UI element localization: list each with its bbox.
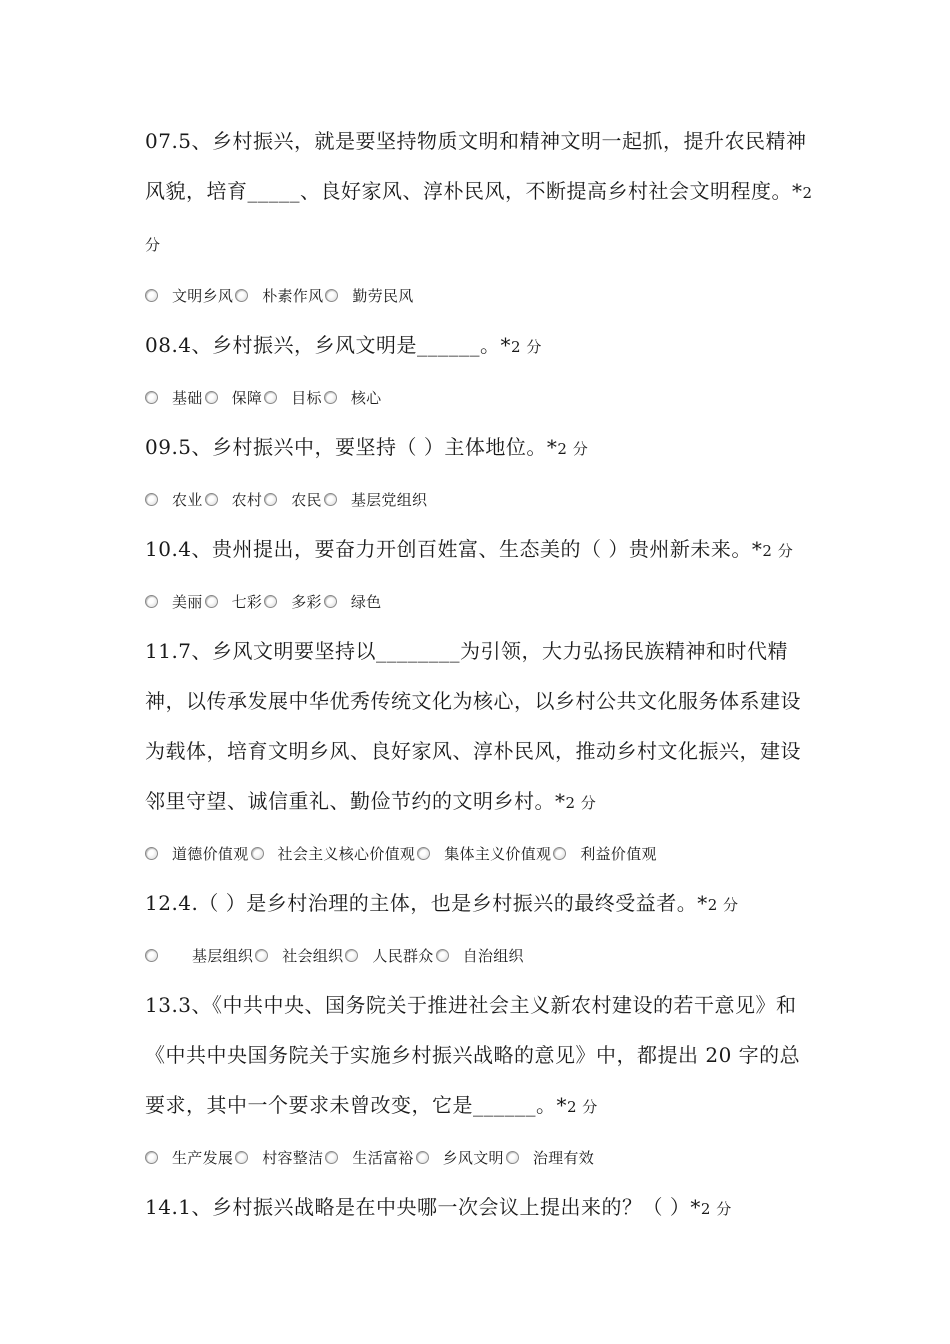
option-label: 文明乡风 [172, 286, 234, 305]
option[interactable] [264, 591, 324, 612]
radio-icon[interactable] [264, 493, 277, 506]
question-score: 2 分 [707, 896, 739, 914]
option[interactable] [145, 387, 205, 408]
option-label: 基础 [172, 388, 203, 407]
radio-icon[interactable] [145, 847, 158, 860]
option[interactable] [416, 1147, 506, 1168]
options-09 [145, 474, 815, 524]
required-marker: * [690, 1195, 701, 1219]
radio-icon[interactable] [324, 391, 337, 404]
option[interactable] [205, 387, 265, 408]
question-text: 09.5、乡村振兴中，要坚持（ ）主体地位。 [145, 435, 547, 459]
required-marker: * [546, 435, 558, 459]
required-marker: * [792, 179, 803, 203]
option[interactable] [145, 489, 205, 510]
question-text: 11.7、乡风文明要坚持以________为引领，大力弘扬民族精神和时代精神，以传承发展中华优秀传统文化为核心，以乡村公共文化服务体系建设为载体，培育文明乡风、良好家风、淳朴民风，推动乡村文化振兴，建设邻里守望、诚信重礼、勤俭节约的文明乡村。 [145, 639, 801, 813]
question-07 [145, 116, 815, 270]
option-label: 集体主义价值观 [444, 844, 552, 863]
option[interactable] [345, 945, 435, 966]
option-label: 自治组织 [462, 946, 524, 965]
option-label: 核心 [350, 388, 382, 407]
option-label: 农民 [291, 490, 322, 509]
option[interactable] [264, 387, 324, 408]
option-label: 道德价值观 [172, 844, 249, 863]
radio-icon[interactable] [553, 847, 566, 860]
option-label: 农业 [172, 490, 203, 509]
radio-icon[interactable] [205, 391, 218, 404]
option-label: 绿色 [350, 592, 382, 611]
option-label: 生产发展 [172, 1148, 234, 1167]
option-label: 村容整洁 [262, 1148, 324, 1167]
option[interactable] [553, 843, 659, 864]
options-10 [145, 576, 815, 626]
option[interactable] [325, 1147, 415, 1168]
option[interactable] [325, 285, 415, 306]
radio-icon[interactable] [235, 289, 248, 302]
option[interactable] [264, 489, 324, 510]
option[interactable] [324, 489, 430, 510]
option-label: 朴素作风 [262, 286, 324, 305]
option-label: 七彩 [231, 592, 263, 611]
radio-icon[interactable] [417, 847, 430, 860]
radio-icon[interactable] [416, 1151, 429, 1164]
question-text: 12.4.（ ）是乡村治理的主体，也是乡村振兴的最终受益者。 [145, 891, 698, 915]
radio-icon[interactable] [251, 847, 264, 860]
option-label: 美丽 [172, 592, 203, 611]
options-13 [145, 1132, 815, 1182]
question-09 [145, 422, 815, 474]
option[interactable] [145, 945, 255, 966]
option[interactable] [205, 591, 265, 612]
question-score: 2 分 [145, 184, 813, 254]
radio-icon[interactable] [145, 949, 158, 962]
question-score: 2 分 [557, 440, 589, 458]
option[interactable] [145, 591, 205, 612]
option-label: 乡风文明 [442, 1148, 504, 1167]
question-10 [145, 524, 815, 576]
question-14 [145, 1182, 815, 1234]
radio-icon[interactable] [264, 391, 277, 404]
option[interactable] [255, 945, 345, 966]
question-11 [145, 626, 815, 828]
radio-icon[interactable] [205, 595, 218, 608]
option[interactable] [205, 489, 265, 510]
radio-icon[interactable] [506, 1151, 519, 1164]
option[interactable] [324, 387, 384, 408]
radio-icon[interactable] [255, 949, 268, 962]
radio-icon[interactable] [145, 1151, 158, 1164]
option[interactable] [145, 285, 235, 306]
question-08 [145, 320, 815, 372]
radio-icon[interactable] [325, 1151, 338, 1164]
question-text: 13.3、《中共中央、国务院关于推进社会主义新农村建设的若干意见》和《中共中央国务院关于实施乡村振兴战略的意见》中，都提出 20 字的总要求，其中一个要求未曾改变，它是______。 [145, 993, 801, 1117]
options-11 [145, 828, 815, 878]
option[interactable] [251, 843, 418, 864]
required-marker: * [555, 789, 566, 813]
question-13 [145, 980, 815, 1132]
radio-icon[interactable] [345, 949, 358, 962]
question-12 [145, 878, 815, 930]
question-text: 14.1、乡村振兴战略是在中央哪一次会议上提出来的？（ ） [145, 1195, 691, 1219]
radio-icon[interactable] [324, 493, 337, 506]
option-label: 社会主义核心价值观 [277, 844, 416, 863]
options-12 [145, 930, 815, 980]
option[interactable] [324, 591, 384, 612]
option-label: 多彩 [291, 592, 322, 611]
question-score: 2 分 [700, 1200, 732, 1218]
question-score: 2 分 [567, 1098, 598, 1116]
required-marker: * [500, 333, 512, 357]
quiz-page [145, 116, 815, 1234]
option[interactable] [145, 1147, 235, 1168]
option[interactable] [506, 1147, 596, 1168]
option-label: 勤劳民风 [352, 286, 414, 305]
radio-icon[interactable] [145, 595, 158, 608]
option-label: 目标 [291, 388, 322, 407]
option-label: 农村 [231, 490, 263, 509]
question-text: 07.5、乡村振兴，就是要坚持物质文明和精神文明一起抓，提升农民精神风貌，培育_____、良好家风、淳朴民风，不断提高乡村社会文明程度。 [145, 129, 807, 203]
option-label: 社会组织 [282, 946, 344, 965]
radio-icon[interactable] [324, 595, 337, 608]
option-label: 基层党组织 [350, 490, 428, 509]
option-label: 基层组织 [192, 946, 254, 965]
radio-icon[interactable] [235, 1151, 248, 1164]
question-text: 08.4、乡村振兴，乡风文明是______。 [145, 333, 501, 357]
option[interactable] [417, 843, 553, 864]
radio-icon[interactable] [264, 595, 277, 608]
option-label: 保障 [231, 388, 263, 407]
question-score: 2 分 [762, 542, 794, 560]
radio-icon[interactable] [145, 289, 158, 302]
option-label: 人民群众 [372, 946, 434, 965]
question-score: 2 分 [565, 794, 597, 812]
question-text: 10.4、贵州提出，要奋力开创百姓富、生态美的（ ）贵州新未来。 [145, 537, 752, 561]
option-label: 治理有效 [532, 1148, 595, 1167]
option-label: 利益价值观 [580, 844, 657, 863]
options-07 [145, 270, 815, 320]
required-marker: * [751, 537, 763, 561]
radio-icon[interactable] [436, 949, 449, 962]
radio-icon[interactable] [205, 493, 218, 506]
option[interactable] [145, 843, 251, 864]
option[interactable] [436, 945, 526, 966]
required-marker: * [697, 891, 708, 915]
radio-icon[interactable] [145, 391, 158, 404]
required-marker: * [556, 1093, 567, 1117]
radio-icon[interactable] [325, 289, 338, 302]
option-label: 生活富裕 [352, 1148, 414, 1167]
options-08 [145, 372, 815, 422]
option[interactable] [235, 285, 325, 306]
question-score: 2 分 [511, 338, 542, 356]
option[interactable] [235, 1147, 325, 1168]
radio-icon[interactable] [145, 493, 158, 506]
